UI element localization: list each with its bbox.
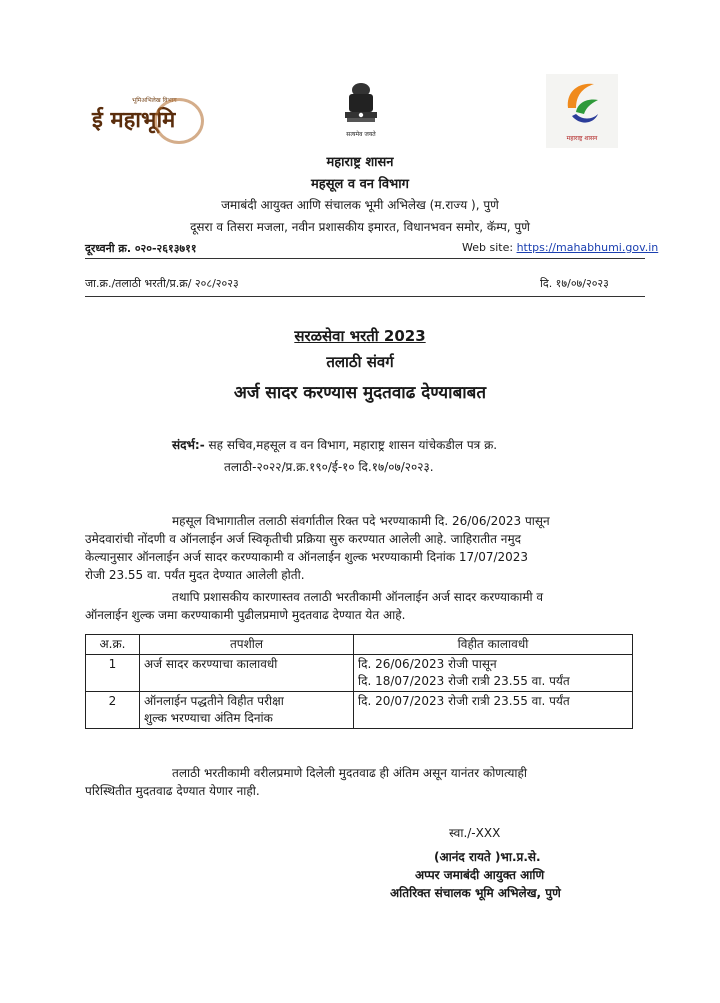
para3-line2: परिस्थितीत मुदतवाढ देण्यात येणार नाही. bbox=[85, 784, 260, 798]
designation-line2: अतिरिक्त संचालक भूमि अभिलेख, पुणे bbox=[390, 886, 561, 900]
ref-divider bbox=[85, 296, 645, 297]
row-no: 2 bbox=[86, 692, 140, 729]
para2-line2: ऑनलाईन शुल्क जमा करण्याकामी पुढीलप्रमाणे मुदतवाढ देण्यात येत आहे. bbox=[85, 608, 406, 622]
office-name: जमाबंदी आयुक्त आणि संचालक भूमी अभिलेख (म.राज्य ), पुणे bbox=[221, 198, 499, 212]
mahabhumi-logo bbox=[92, 96, 207, 142]
reference-number: जा.क्र./तलाठी भरती/प्र.क्र/ २०८/२०२३ bbox=[85, 277, 239, 290]
state-emblem bbox=[335, 80, 387, 142]
row-detail bbox=[140, 655, 354, 692]
period-line: दि. 20/07/2023 रोजी रात्री 23.55 वा. पर्यंत bbox=[358, 694, 570, 708]
period-line: दि. 18/07/2023 रोजी रात्री 23.55 वा. पर्यंत bbox=[358, 674, 570, 688]
logo-text: ई महाभूमि bbox=[92, 108, 176, 133]
website bbox=[462, 241, 658, 254]
period-line: दि. 26/06/2023 रोजी पासून bbox=[358, 657, 497, 671]
table-row bbox=[86, 655, 633, 692]
para1-line4: रोजी 23.55 वा. पर्यंत मुदत देण्यात आलेली होती. bbox=[85, 568, 305, 582]
designation-line1: अप्पर जमाबंदी आयुक्त आणि bbox=[415, 868, 545, 882]
logo-ring bbox=[154, 98, 204, 144]
col-header-no: अ.क्र. bbox=[86, 635, 140, 655]
gov-name: महाराष्ट्र शासन bbox=[326, 155, 394, 170]
reference-line1: सह सचिव,महसूल व वन विभाग, महाराष्ट्र शासन यांचेकडील पत्र क्र. bbox=[208, 438, 498, 452]
row-period bbox=[354, 655, 633, 692]
para1-line1: महसूल विभागातील तलाठी संवर्गातील रिक्त पदे भरण्याकामी दि. 26/06/2023 पासून bbox=[172, 514, 550, 528]
letter-date: दि. १७/०७/२०२३ bbox=[540, 277, 609, 290]
emblem-caption: सत्यमेव जयते bbox=[346, 131, 376, 138]
reference-line2: तलाठी-२०२२/प्र.क्र.१९०/ई-१० दि.१७/०७/२०२३. bbox=[224, 460, 434, 474]
detail-line: ऑनलाईन पद्धतीने विहीत परीक्षा bbox=[144, 694, 284, 708]
department: महसूल व वन विभाग bbox=[311, 177, 409, 192]
reference-block bbox=[172, 434, 497, 456]
title-line3: अर्ज सादर करण्यास मुदतवाढ देण्याबाबत bbox=[233, 383, 487, 403]
signature-mark: स्वा./-XXX bbox=[449, 826, 501, 840]
deadline-table bbox=[85, 634, 633, 729]
para1-line3: केल्यानुसार ऑनलाईन अर्ज सादर करण्याकामी व ऑनलाईन शुल्क भरण्याकामी दिनांक 17/07/2023 bbox=[85, 550, 529, 564]
reference-label: संदर्भ:- bbox=[172, 438, 205, 452]
title-line1: सरळसेवा भरती 2023 bbox=[294, 327, 426, 345]
table-header-row bbox=[86, 635, 633, 655]
detail-line: अर्ज सादर करण्याचा कालावधी bbox=[144, 657, 278, 671]
para1-line2: उमेदवारांची नोंदणी व ऑनलाईन अर्ज स्विकृतीची प्रक्रिया सुरु करण्यात आलेली आहे. जाहिरातीत नमुद bbox=[85, 532, 522, 546]
row-detail bbox=[140, 692, 354, 729]
table-row bbox=[86, 692, 633, 729]
col-header-period: विहीत कालावधी bbox=[354, 635, 633, 655]
title-line2: तलाठी संवर्ग bbox=[326, 353, 394, 371]
signatory-name: (आनंद रायते )भा.प्र.से. bbox=[434, 850, 541, 864]
row-period bbox=[354, 692, 633, 729]
logo-right-caption: महाराष्ट्र शासन bbox=[566, 135, 598, 142]
header-divider bbox=[85, 258, 645, 259]
office-address: दूसरा व तिसरा मजला, नवीन प्रशासकीय इमारत, विधानभवन समोर, कॅम्प, पुणे bbox=[190, 220, 530, 234]
col-header-detail: तपशील bbox=[140, 635, 354, 655]
row-no: 1 bbox=[86, 655, 140, 692]
para2-line1: तथापि प्रशासकीय कारणास्तव तलाठी भरतीकामी ऑनलाईन अर्ज सादर करण्याकामी व bbox=[172, 590, 544, 604]
website-label: Web site: bbox=[462, 241, 514, 254]
website-link[interactable]: https://mahabhumi.gov.in bbox=[516, 241, 659, 254]
maharashtra-swoosh-icon bbox=[546, 74, 618, 134]
maharashtra-logo bbox=[546, 74, 618, 148]
para3-line1: तलाठी भरतीकामी वरीलप्रमाणे दिलेली मुदतवाढ ही अंतिम असून यानंतर कोणत्याही bbox=[172, 766, 528, 780]
detail-line: शुल्क भरण्याचा अंतिम दिनांक bbox=[144, 711, 273, 725]
logo-tagline: भूमिअभिलेख विभाग bbox=[132, 97, 177, 104]
phone: दूरध्वनी क्र. ०२०-२६१३७११ bbox=[85, 242, 197, 255]
